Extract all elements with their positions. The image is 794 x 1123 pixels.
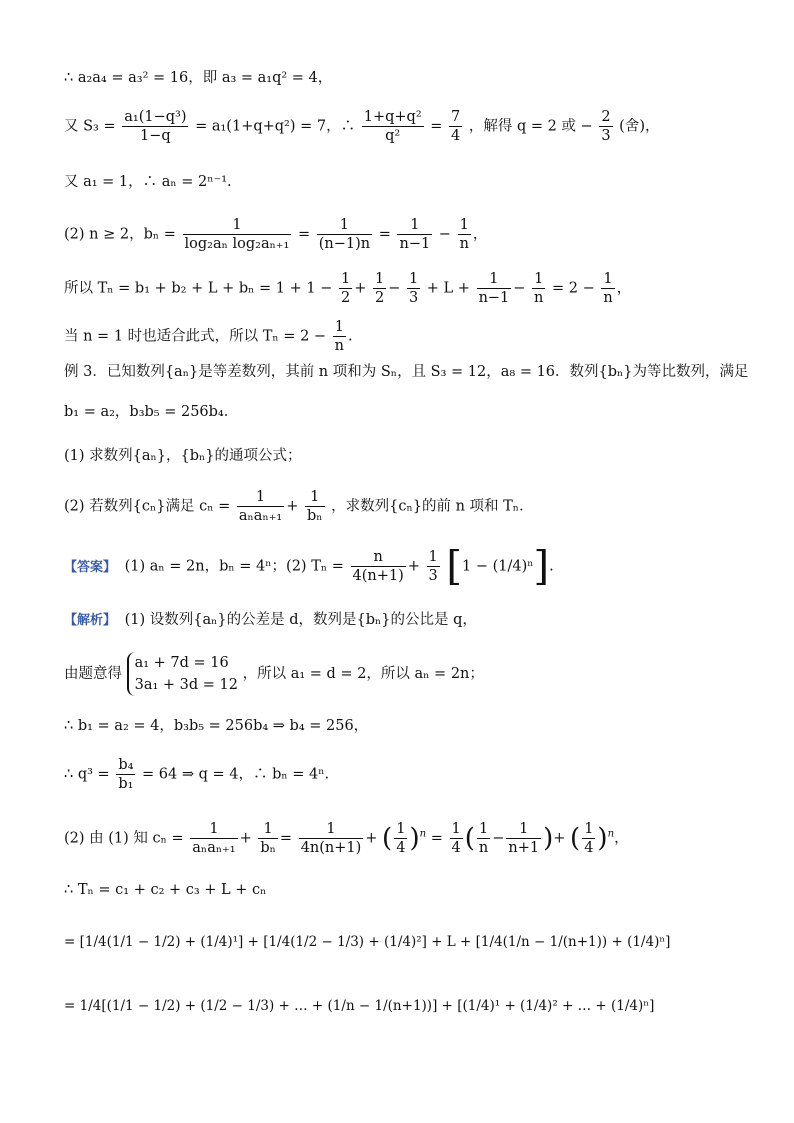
fraction-denominator: n — [478, 840, 489, 856]
fraction-numerator: 1 — [333, 318, 346, 337]
line-6: 当 n = 1 时也适合此式，所以 Tₙ = 2 − $\frac{1}{n}$ . — [64, 319, 353, 354]
line-15 — [64, 756, 329, 793]
fraction — [305, 488, 325, 525]
fraction-denominator: aₙaₙ₊₁ — [192, 840, 236, 856]
text: (舍)， — [619, 118, 660, 135]
text: ，解得 q = 2 或 − — [468, 118, 593, 135]
line-2: 又 S₃ = $\frac{\text{a₁(1−q³)}}{1-q}$ = a₁(1+q+q²) = 7，∴ $\frac{\text{1+q+q²}}{\text{q²}}$ = $\frac{7}{4}$ ，解得 q = 2 或 − $\frac{2}{3}$ (舍)， — [64, 109, 660, 144]
text: ，所以 a₁ = d = 2，所以 aₙ = 2n； — [242, 666, 484, 682]
line-13 — [64, 652, 484, 696]
fraction-numerator: 1 — [183, 216, 292, 235]
fraction-denominator: bₙ — [260, 840, 276, 856]
fraction-numerator: 1 — [305, 488, 325, 507]
fraction-numerator: 1 — [397, 216, 432, 235]
fraction-numerator: 1 — [299, 820, 364, 839]
fraction — [299, 820, 364, 857]
fraction — [362, 108, 424, 145]
fraction-denominator: n−1 — [478, 290, 510, 306]
text: = — [297, 226, 311, 243]
fraction-denominator: 4 — [584, 840, 594, 856]
fraction-denominator: 3 — [428, 568, 438, 584]
text: (2) n ≥ 2，bₙ = — [64, 226, 176, 243]
fraction — [407, 270, 420, 307]
fraction-denominator: 2 — [374, 290, 385, 306]
fraction-numerator: 1 — [374, 271, 385, 287]
fraction-denominator: bₙ — [306, 508, 323, 524]
text: 由题意得 — [64, 666, 122, 682]
line-19: = 1/4[(1/1 − 1/2) + (1/2 − 1/3) + … + (1/n − 1/(n+1))] + [(1/4)¹ + (1/4)² + … + (1/4)ⁿ] — [64, 998, 655, 1014]
text: ∴ q³ = — [64, 766, 110, 783]
fraction — [122, 108, 188, 145]
fraction — [458, 216, 471, 253]
fraction-numerator: b₄ — [118, 757, 134, 773]
fraction-denominator: 2 — [340, 290, 351, 306]
fraction-numerator: 1 — [477, 820, 490, 839]
fraction-numerator: 1 — [451, 821, 461, 837]
fraction — [599, 108, 612, 145]
fraction — [477, 270, 512, 307]
fraction-denominator: 4(n+1) — [352, 568, 404, 584]
fraction — [237, 488, 284, 525]
fraction-numerator: 1 — [237, 488, 284, 507]
line-5: 所以 Tₙ = b₁ + b₂ + L + bₙ = 1 + 1 − $\frac{1}{2}$ + $\frac{1}{2}$ − $\frac{1}{3}$ + L + $\frac{1}{n-1}$ − $\frac{1}{n}$ = 2 − $\frac{1}{n}$ ， — [64, 271, 632, 306]
text: 1 − (1/4)ⁿ — [462, 558, 534, 575]
text: + L + — [426, 280, 470, 297]
fraction-denominator: n−1 — [399, 236, 431, 252]
text: = 2 − — [552, 280, 595, 297]
fraction-numerator: a₁(1−q³) — [124, 109, 187, 125]
text: 当 n = 1 时也适合此式，所以 Tₙ = 2 − — [64, 328, 327, 345]
fraction-numerator: 1 — [190, 820, 237, 839]
fraction-denominator: 4 — [451, 128, 461, 144]
fraction-denominator: n — [534, 290, 544, 306]
line-14: ∴ b₁ = a₂ = 4，b₃b₅ = 256b₄ ⇒ b₄ = 256， — [64, 718, 369, 734]
solution-tag: 【解析】 — [64, 613, 117, 628]
fraction — [317, 216, 372, 253]
fraction-denominator: 3 — [601, 128, 611, 144]
fraction — [258, 820, 278, 857]
text: (1) aₙ = 2n，bₙ = 4ⁿ；(2) Tₙ = — [124, 558, 344, 575]
fraction — [394, 820, 407, 857]
fraction-denominator: 1−q — [140, 128, 171, 144]
fraction — [449, 108, 462, 145]
fraction — [506, 820, 541, 857]
fraction — [397, 216, 432, 253]
fraction — [373, 270, 386, 307]
fraction — [601, 270, 614, 307]
fraction-denominator: b₁ — [118, 776, 134, 792]
fraction-denominator: (n−1)n — [318, 236, 371, 252]
line-solution — [64, 610, 477, 631]
fraction-denominator: n — [603, 290, 613, 306]
fraction-numerator: 1 — [458, 216, 471, 235]
line-10: (2) 若数列{cₙ}满足 cₙ = $\frac{1}{\text{aₙaₙ₊₁}}$ + $\frac{1}{\text{bₙ}}$ ，求数列{cₙ}的前 n 项和 Tₙ． — [64, 489, 534, 524]
text: (1) 设数列{aₙ}的公差是 d，数列是{bₙ}的公比是 q， — [124, 612, 477, 628]
fraction-numerator: 1 — [532, 270, 545, 289]
line-18: = [1/4(1/1 − 1/2) + (1/4)¹] + [1/4(1/2 − 1/3) + (1/4)²] + L + [1/4(1/n − 1/(n+1)) + (1/4)ⁿ] — [64, 934, 671, 950]
fraction-denominator: 3 — [408, 290, 419, 306]
fraction-numerator: 1+q+q² — [363, 109, 422, 125]
text: (2) 由 (1) 知 cₙ = — [64, 830, 184, 847]
fraction-numerator: 1 — [408, 271, 419, 287]
line-1: ∴ a₂a₄ = a₃² = 16，即 a₃ = a₁q² = 4， — [64, 70, 333, 86]
fraction-numerator: n — [351, 548, 406, 567]
equation: a₁ + 7d = 16 — [134, 655, 229, 671]
fraction-denominator: log₂aₙ log₂aₙ₊₁ — [184, 236, 290, 252]
text: (2) 若数列{cₙ}满足 cₙ = — [64, 498, 231, 515]
fraction-denominator: q² — [385, 128, 401, 144]
text: = a₁(1+q+q²) = 7，∴ — [195, 118, 356, 135]
fraction — [116, 756, 135, 793]
fraction-denominator: n — [459, 236, 469, 252]
equation-system — [127, 652, 238, 696]
fraction-denominator: 4 — [396, 840, 406, 856]
fraction — [190, 820, 237, 857]
fraction-numerator: 1 — [340, 271, 351, 287]
text: 所以 Tₙ = b₁ + b₂ + L + bₙ = 1 + 1 − — [64, 280, 333, 297]
text: 又 S₃ = — [64, 118, 116, 135]
fraction — [532, 270, 545, 307]
fraction — [183, 216, 292, 253]
line-4: (2) n ≥ 2，bₙ = $\frac{1}{\text{log₂aₙ log₂aₙ₊₁}}$ = $\frac{1}{(n-1)n}$ = $\frac{1}{n-1}$ − $\frac{1}{n}$ ， — [64, 217, 488, 252]
fraction-numerator: 1 — [258, 820, 278, 839]
fraction-denominator: 4 — [451, 840, 461, 856]
fraction-numerator: 1 — [428, 549, 438, 565]
fraction-denominator: n+1 — [508, 840, 540, 856]
fraction — [333, 318, 346, 355]
line-8: b₁ = a₂，b₃b₅ = 256b₄． — [64, 404, 239, 420]
text: ，求数列{cₙ}的前 n 项和 Tₙ． — [331, 498, 534, 515]
line-16: (2) 由 (1) 知 cₙ = $\frac{1}{\text{aₙaₙ₊₁}}$ + $\frac{1}{\text{bₙ}}$ = $\frac{1}{4n(n+1)}$ + ( $\frac{1}{4}$ )$^n$ = $\frac{1}{4}$ ( $\frac{1}{n}$ − $\frac{1}{n+1}$ )+ ( $\frac{1}{4}$ )$^n$， — [64, 821, 629, 856]
fraction-numerator: 1 — [506, 820, 541, 839]
answer-tag: 【答案】 — [64, 559, 117, 575]
fraction-numerator: 7 — [451, 109, 461, 125]
fraction-numerator: 1 — [601, 270, 614, 289]
fraction-numerator: 1 — [584, 821, 594, 837]
line-7-problem: 例 3．已知数列{aₙ}是等差数列，其前 n 项和为 Sₙ，且 S₃ = 12，a₈ = 16．数列{bₙ}为等比数列，满足 — [64, 364, 749, 380]
fraction — [427, 548, 440, 585]
fraction — [582, 820, 595, 857]
fraction — [339, 270, 352, 307]
line-3: 又 a₁ = 1，∴ aₙ = 2ⁿ⁻¹. — [64, 174, 232, 190]
line-9: (1) 求数列{aₙ}，{bₙ}的通项公式； — [64, 448, 302, 464]
fraction — [450, 820, 463, 857]
equation: 3a₁ + 3d = 12 — [134, 677, 238, 693]
fraction-numerator: 2 — [601, 109, 611, 125]
fraction-numerator: 1 — [317, 216, 372, 235]
line-17: ∴ Tₙ = c₁ + c₂ + c₃ + L + cₙ — [64, 882, 267, 898]
fraction-denominator: n — [334, 338, 345, 354]
text: = 64 ⇒ q = 4，∴ bₙ = 4ⁿ. — [142, 766, 330, 783]
fraction — [477, 820, 490, 857]
line-answer: 【答案】 (1) aₙ = 2n，bₙ = 4ⁿ；(2) Tₙ = $\frac{n}{4(n+1)}$ + $\frac{1}{3}$ [1 − (1/4)ⁿ]. — [64, 543, 554, 590]
fraction-numerator: 1 — [477, 270, 512, 289]
fraction-denominator: aₙaₙ₊₁ — [238, 508, 283, 524]
fraction — [351, 548, 406, 585]
fraction-denominator: 4n(n+1) — [300, 840, 362, 856]
fraction-numerator: 1 — [396, 821, 406, 837]
